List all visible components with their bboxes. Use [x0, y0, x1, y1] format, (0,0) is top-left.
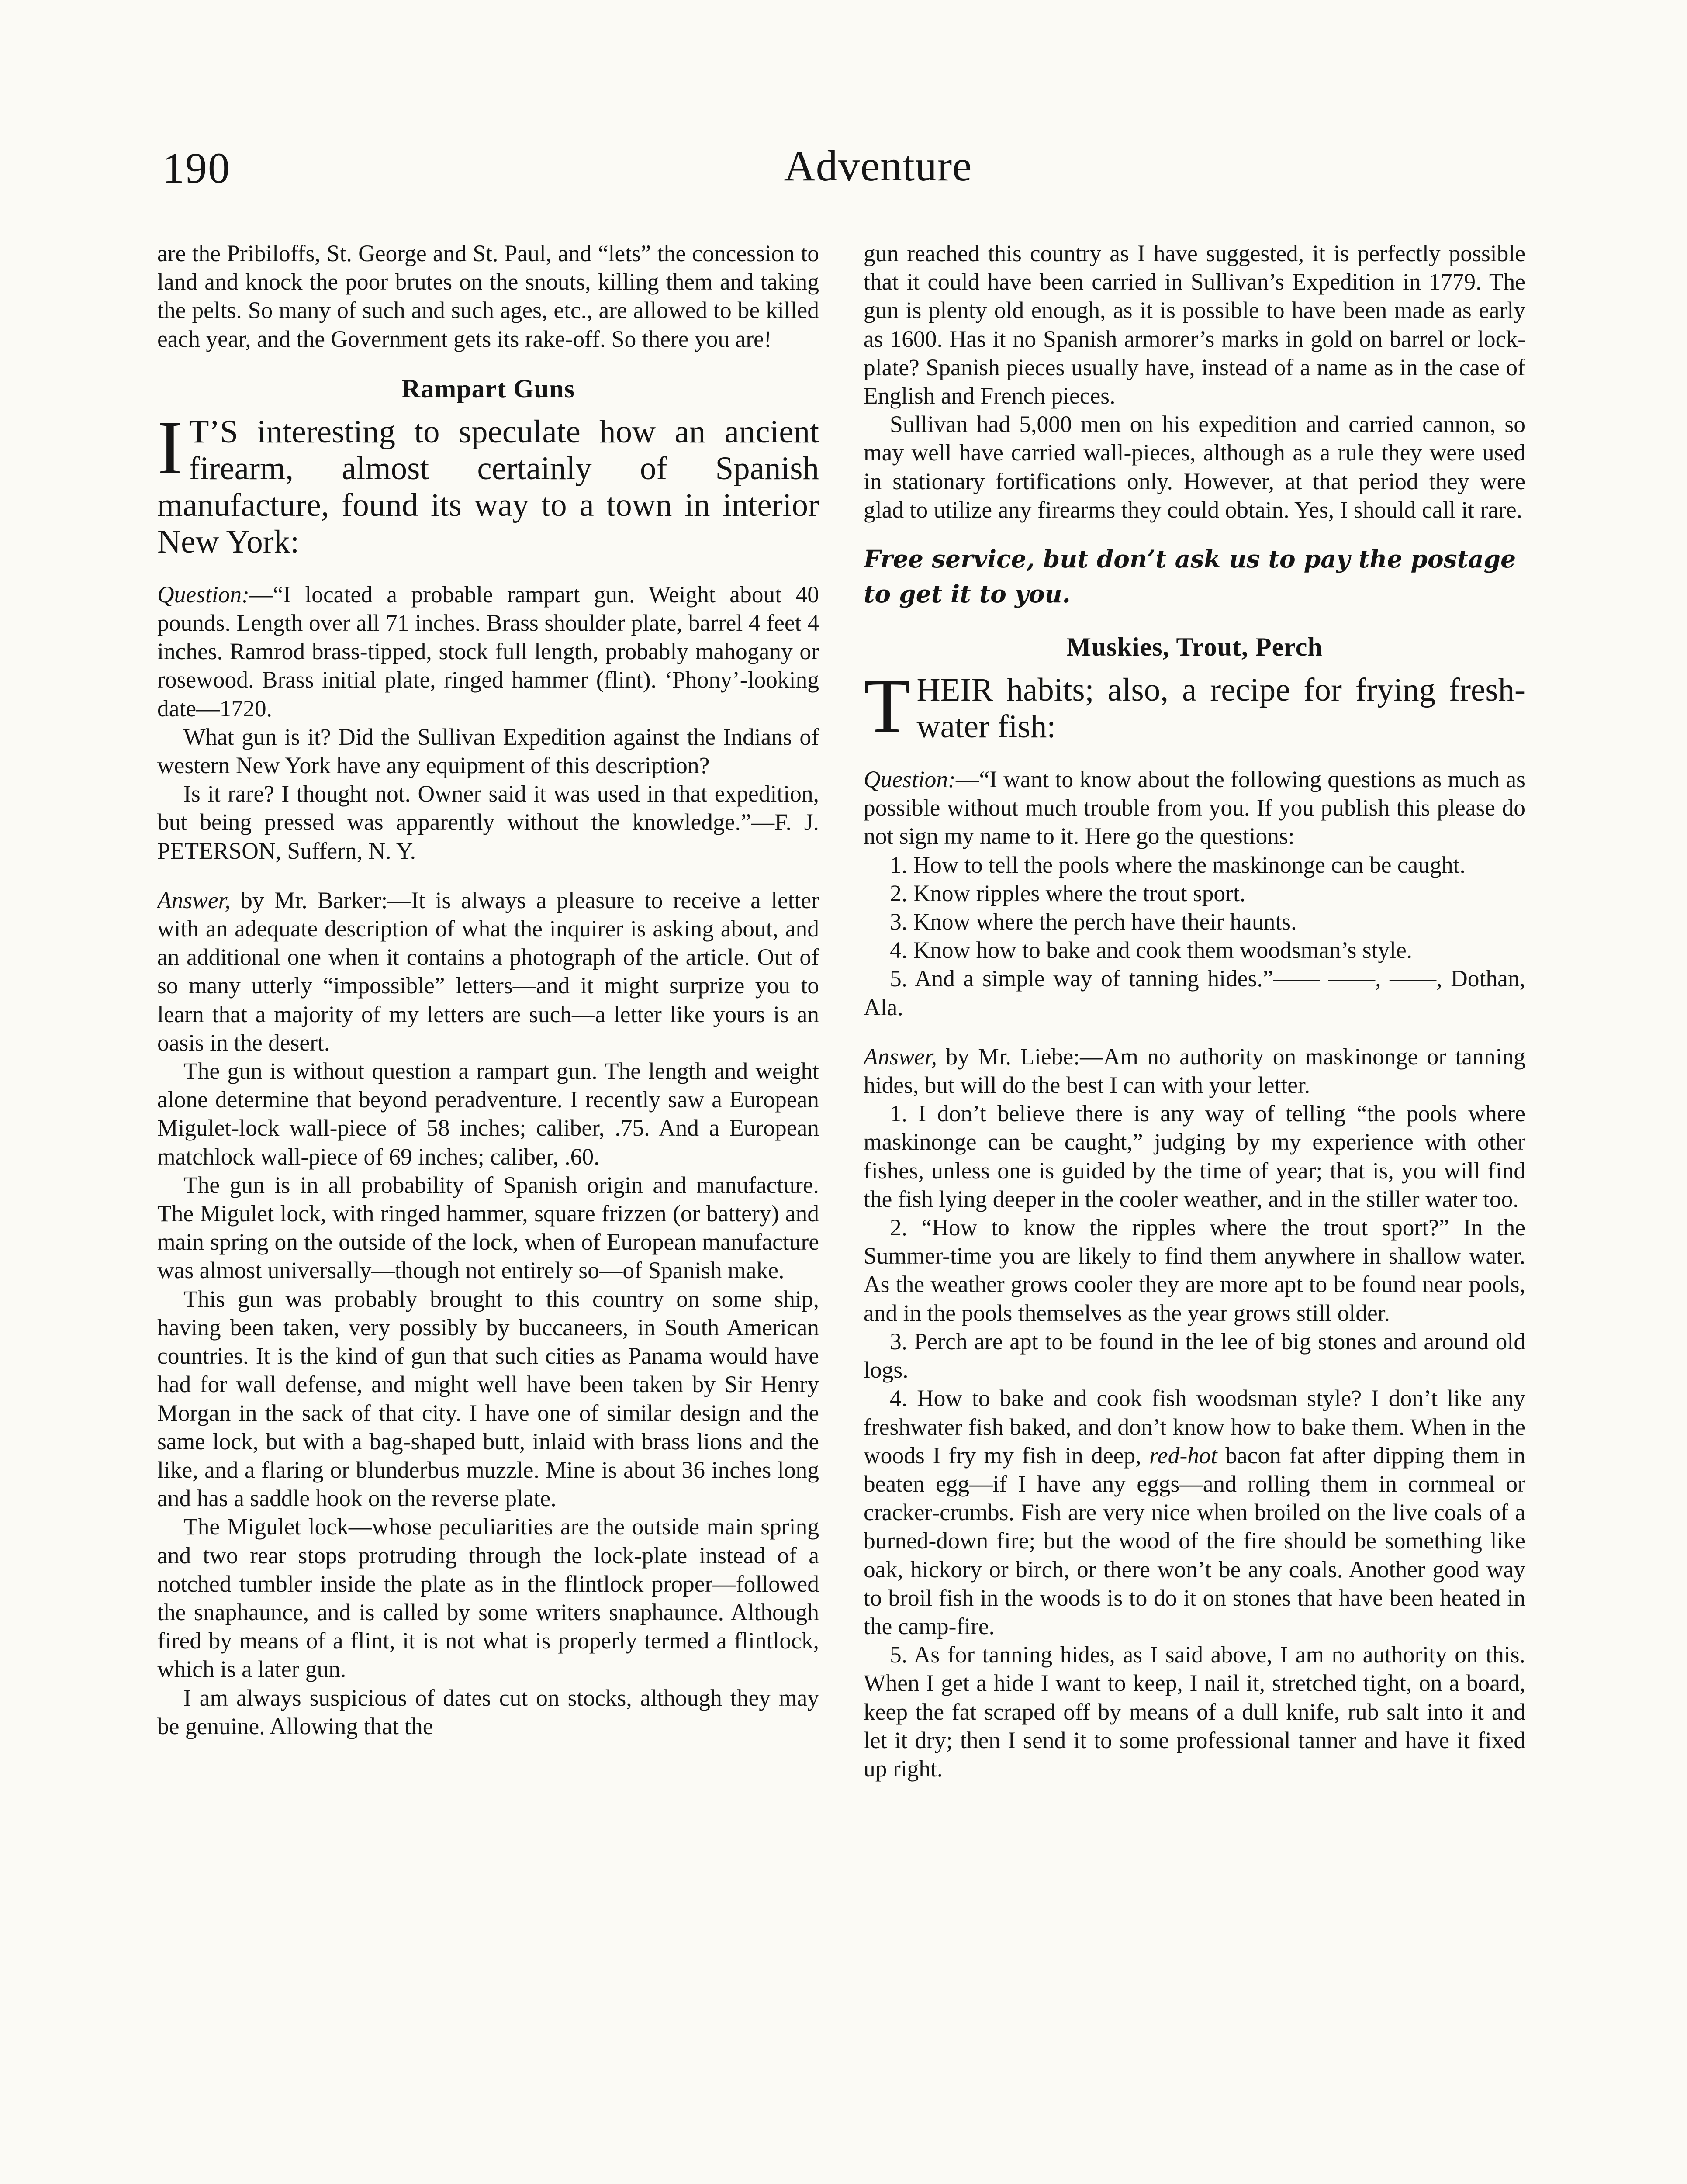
lede-text: HEIR habits; also, a recipe for frying fresh-water fish:	[916, 672, 1525, 745]
text-run: bacon fat after dipping them in beaten egg—if I have any eggs—and rolling them in cornmeal or cracker-crumbs. Fish are very nice when broiled on the live coals of a burned-down fire; but the wood of the fire should be something like oak, hickory or birch, or there won’t be any coals. Another good way to broil fish in the woods is to do it on stones that have been heated in the camp-fire.	[864, 1442, 1525, 1639]
paragraph: I am always suspicious of dates cut on stocks, although they may be genuine. Allowing that the	[157, 1684, 819, 1739]
emphasis: red-hot	[1149, 1442, 1217, 1469]
question-paragraph	[157, 581, 819, 723]
paragraph: Is it rare? I thought not. Owner said it was used in that expedition, but being pressed was apparently without the knowledge.”—F. J. PETERSON, Suffern, N. Y.	[157, 781, 819, 864]
paragraph: The gun is in all probability of Spanish origin and manufacture. The Migulet lock, with ringed hammer, square frizzen (or battery) and main spring on the outside of the lock, when of European manufacture was almost universally—though not entirely so—of Spanish make.	[157, 1171, 819, 1284]
paragraph: Sullivan had 5,000 men on his expedition and carried cannon, so may well have carried wall-pieces, although as a rule they were used in stationary fortifications only. However, at that period they were glad to utilize any firearms they could obtain. Yes, I should call it rare.	[864, 411, 1525, 523]
section-title-muskies: Muskies, Trout, Perch	[1066, 632, 1323, 662]
left-column	[157, 239, 819, 2184]
paragraph: The Migulet lock—whose peculiarities are the outside main spring and two rear stops protruding through the lock-plate instead of a notched tumbler inside the plate as in the flintlock proper—followed the snaphaunce, and is called by some writers snaphaunce. Although fired by means of a flint, it is not what is properly termed a flintlock, which is a later gun.	[157, 1514, 819, 1683]
drop-cap: T	[864, 663, 911, 749]
list-item: 1. How to tell the pools where the maskinonge can be caught.	[890, 851, 1466, 878]
question-label: Question:	[864, 766, 956, 793]
list-item: 4. Know how to bake and cook them woodsman’s style.	[890, 937, 1413, 964]
question-label: Question:	[157, 581, 249, 608]
paragraph: What gun is it? Did the Sullivan Expedition against the Indians of western New York have any equipment of this description?	[157, 723, 819, 779]
lede-muskies	[864, 663, 1525, 749]
page-number: 190	[162, 144, 231, 192]
paragraph	[864, 1384, 1525, 1641]
answer-paragraph	[864, 1043, 1525, 1099]
list-item: 5. And a simple way of tanning hides.”—— ——, ——, Dothan, Ala.	[864, 965, 1525, 1020]
question-text: —“I want to know about the following questions as much as possible without much trouble from you. If you publish this please do not sign my name to it. Here go the questions:	[864, 766, 1525, 850]
lede-rampart-guns	[157, 405, 819, 560]
answer-label: Answer,	[864, 1043, 937, 1070]
paragraph: 3. Perch are apt to be found in the lee of big stones and around old logs.	[864, 1328, 1525, 1383]
list-item: 2. Know ripples where the trout sport.	[890, 880, 1246, 906]
paragraph: The gun is without question a rampart gun. The length and weight alone determine that beyond peradventure. I recently saw a European Migulet-lock wall-piece of 58 inches; caliber, .75. And a European matchlock wall-piece of 69 inches; caliber, .60.	[157, 1058, 819, 1170]
answer-text: by Mr. Liebe:—Am no authority on maskinonge or tanning hides, but will do the best I can with your letter.	[864, 1043, 1525, 1099]
paragraph: 5. As for tanning hides, as I said above, I am no authority on this. When I get a hide I want to keep, I nail it, stretched tight, on a board, keep the fat scraped off by means of a dull knife, rub salt into it and let it dry; then I send it to some professional tanner and have it fixed up right.	[864, 1641, 1525, 1782]
right-column	[864, 239, 1525, 2184]
drop-cap: I	[157, 405, 183, 491]
section-title-rampart-guns: Rampart Guns	[401, 374, 575, 403]
answer-paragraph	[157, 886, 819, 1057]
answer-text: by Mr. Barker:—It is always a pleasure to receive a letter with an adequate description of what the inquirer is asking about, and an additional one when it contains a photograph of the article. Out of so many utterly “impossible” letters—and it might surprize you to learn that a majority of my letters are such—a letter like yours is an oasis in the desert.	[157, 887, 819, 1056]
free-service-notice: Free service, but don’t ask us to pay the postage to get it to you.	[864, 545, 1516, 608]
paragraph: This gun was probably brought to this country on some ship, having been taken, very possibly by buccaneers, in South American countries. It is the kind of gun that such cities as Panama would have had for wall defense, and might well have been taken by Sir Henry Morgan in the sack of that city. I have one of similar design and the same lock, but with a bag-shaped butt, inlaid with brass lions and the like, and a flaring or blunderbus muzzle. Mine is about 36 inches long and has a saddle hook on the reverse plate.	[157, 1286, 819, 1512]
running-title: Adventure	[784, 142, 972, 190]
paragraph: are the Pribiloffs, St. George and St. Paul, and “lets” the concession to land and knock the poor brutes on the snouts, killing them and taking the pelts. So many of such and such ages, etc., are allowed to be killed each year, and the Government gets its rake-off. So there you are!	[157, 240, 819, 352]
answer-label: Answer,	[157, 887, 231, 913]
lede-text: T’S interesting to speculate how an ancient firearm, almost certainly of Spanish manufacture, found its way to a town in interior New York:	[157, 413, 819, 560]
question-text: —“I located a probable rampart gun. Weight about 40 pounds. Length over all 71 inches. Brass shoulder plate, barrel 4 feet 4 inches. Ramrod brass-tipped, stock full length, probably mahogany or rosewood. Brass initial plate, ringed hammer (flint). ‘Phony’-looking date—1720.	[157, 581, 819, 722]
list-item: 3. Know where the perch have their haunts.	[890, 909, 1297, 935]
question-paragraph	[864, 765, 1525, 851]
paragraph: 1. I don’t believe there is any way of telling “the pools where maskinonge can be caught,” judging by my experience with other fishes, unless one is guided by the time of year; that is, you will find the fish lying deeper in the cooler weather, and in the stiller water too.	[864, 1100, 1525, 1212]
paragraph: 2. “How to know the ripples where the trout sport?” In the Summer-time you are likely to find them anywhere in shallow water. As the weather grows cooler they are more apt to be found near pools, and in the pools themselves as the year grows still older.	[864, 1214, 1525, 1326]
text-run: 4. How to bake and cook fish woodsman style? I don’t like any freshwater fish baked, and don’t know how to bake them. When in the woods I fry my fish in deep,	[864, 1385, 1525, 1469]
paragraph: gun reached this country as I have suggested, it is perfectly possible that it could have been carried in Sullivan’s Expedition in 1779. The gun is plenty old enough, as it is possible to have been made as early as 1600. Has it no Spanish armorer’s marks in gold on barrel or lock-plate? Spanish pieces usually have, instead of a name as in the case of English and French pieces.	[864, 240, 1525, 409]
